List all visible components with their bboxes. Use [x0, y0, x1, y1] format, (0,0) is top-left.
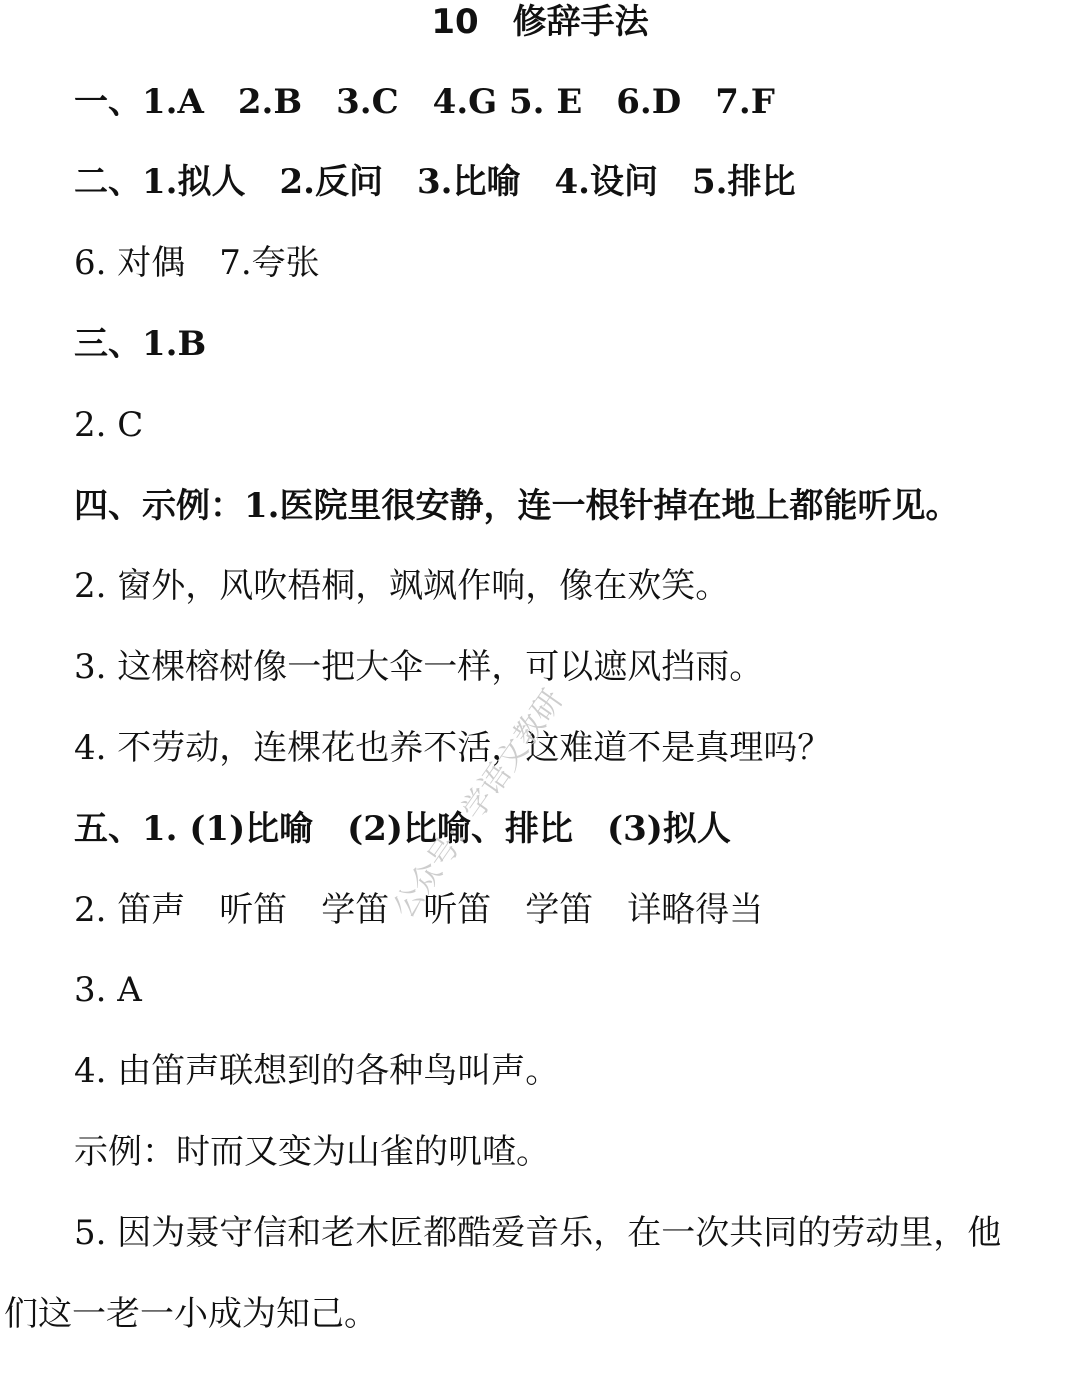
section-2-answers: 二、1.拟人 2.反问 3.比喻 4.设问 5.排比 — [74, 162, 796, 202]
section-5-answer-4: 4. 由笛声联想到的各种鸟叫声。 — [74, 1051, 560, 1091]
section-5-answer-2: 2. 笛声 听笛 学笛 听笛 学笛 详略得当 — [74, 890, 764, 930]
section-4-example-1: 四、示例：1.医院里很安静，连一根针掉在地上都能听见。 — [74, 486, 960, 526]
section-5-answer-3: 3. A — [74, 970, 142, 1010]
section-1-answers: 一、1.A 2.B 3.C 4.G 5. E 6.D 7.F — [74, 82, 775, 122]
section-3-answer-2: 2. C — [74, 405, 144, 445]
section-4-example-3: 3. 这棵榕树像一把大伞一样，可以遮风挡雨。 — [74, 647, 764, 687]
section-5-answer-5: 5. 因为聂守信和老木匠都酷爱音乐，在一次共同的劳动里，他 — [74, 1213, 1002, 1253]
section-4-example-4: 4. 不劳动，连棵花也养不活，这难道不是真理吗？ — [74, 728, 832, 768]
page-title: 10 修辞手法 — [431, 2, 649, 42]
section-3-answer-1: 三、1.B — [74, 324, 207, 364]
watermark: 公众号：学语文教研 — [386, 683, 571, 925]
section-5-example: 示例：时而又变为山雀的叽喳。 — [74, 1132, 550, 1172]
section-4-example-2: 2. 窗外，风吹梧桐，飒飒作响，像在欢笑。 — [74, 566, 730, 606]
section-5-answer-5-cont: 们这一老一小成为知己。 — [4, 1294, 378, 1334]
section-5-answer-1: 五、1. (1)比喻 (2)比喻、排比 (3)拟人 — [74, 809, 731, 849]
section-2-answers-cont: 6. 对偶 7.夸张 — [74, 243, 320, 283]
